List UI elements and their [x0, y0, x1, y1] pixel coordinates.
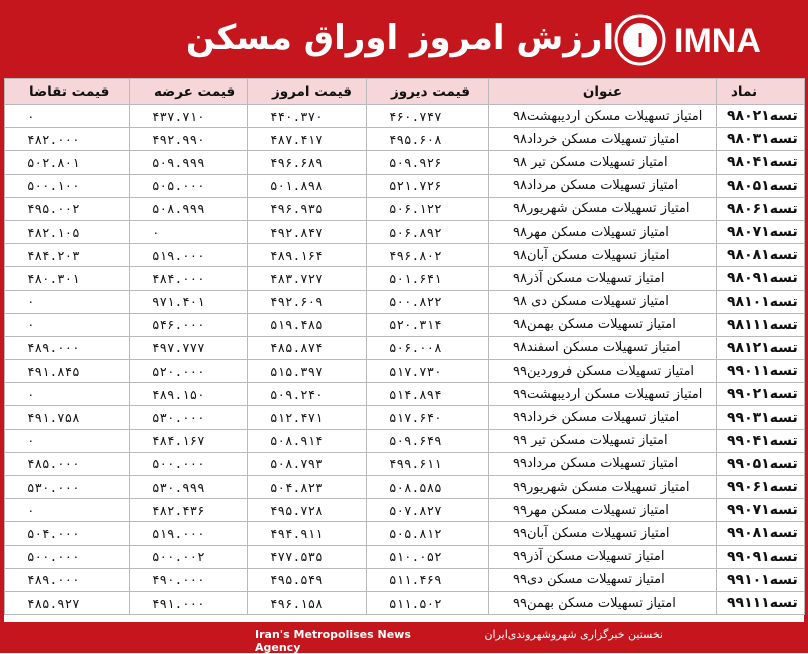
cell-demand-price: ۴۹۱.۸۴۵ [5, 360, 130, 383]
cell-today-price: ۴۸۹.۱۶۴ [248, 244, 367, 267]
cell-symbol: تسه۹۸۰۳۱ [717, 128, 805, 151]
cell-title: امتیاز تسهیلات مسکن دی ۹۸ [489, 290, 717, 313]
cell-yesterday-price: ۵۱۱.۵۰۲ [367, 591, 489, 614]
table-row [5, 452, 805, 475]
cell-offer-price: ۵۰۰.۰۰۲ [130, 545, 248, 568]
cell-offer-price: ۵۳۰.۹۹۹ [130, 476, 248, 499]
cell-yesterday-price: ۵۱۷.۷۳۰ [367, 360, 489, 383]
cell-symbol: تسه۹۸۰۸۱ [717, 244, 805, 267]
svg-text:I: I [637, 30, 643, 52]
cell-demand-price: ۰ [5, 290, 130, 313]
table-row [5, 267, 805, 290]
cell-demand-price: ۴۸۲.۰۰۰ [5, 128, 130, 151]
cell-demand-price: ۴۸۴.۲۰۳ [5, 244, 130, 267]
cell-title: امتیاز تسهیلات مسکن خرداد۹۹ [489, 406, 717, 429]
cell-title: امتیاز تسهیلات مسکن آذر۹۹ [489, 545, 717, 568]
cell-title: امتیاز تسهیلات مسکن شهریور۹۸ [489, 197, 717, 220]
cell-yesterday-price: ۴۹۹.۶۱۱ [367, 452, 489, 475]
footer-bar [0, 622, 808, 653]
cell-symbol: تسه۹۸۰۴۱ [717, 151, 805, 174]
cell-title: امتیاز تسهیلات مسکن بهمن۹۸ [489, 313, 717, 336]
cell-demand-price: ۴۸۰.۳۰۱ [5, 267, 130, 290]
cell-symbol: تسه۹۹۰۶۱ [717, 476, 805, 499]
cell-today-price: ۵۱۹.۴۸۵ [248, 313, 367, 336]
cell-symbol: تسه۹۹۰۵۱ [717, 452, 805, 475]
cell-demand-price: ۵۰۰.۱۰۰ [5, 174, 130, 197]
cell-symbol: تسه۹۸۱۰۱ [717, 290, 805, 313]
cell-yesterday-price: ۴۹۶.۸۰۲ [367, 244, 489, 267]
cell-demand-price: ۴۸۹.۰۰۰ [5, 568, 130, 591]
cell-title: امتیاز تسهیلات مسکن خرداد۹۸ [489, 128, 717, 151]
cell-symbol: تسه۹۹۰۹۱ [717, 545, 805, 568]
cell-today-price: ۴۹۲.۶۰۹ [248, 290, 367, 313]
cell-offer-price: ۹۷۱.۴۰۱ [130, 290, 248, 313]
cell-yesterday-price: ۵۰۱.۶۴۱ [367, 267, 489, 290]
table-row [5, 313, 805, 336]
table-row [5, 244, 805, 267]
cell-title: امتیاز تسهیلات مسکن اسفند۹۸ [489, 336, 717, 359]
cell-demand-price: ۴۸۲.۱۰۵ [5, 220, 130, 243]
table-row [5, 383, 805, 406]
table-row [5, 105, 805, 128]
prices-table-container [4, 78, 804, 622]
cell-today-price: ۵۰۸.۹۱۴ [248, 429, 367, 452]
cell-today-price: ۴۴۰.۳۷۰ [248, 105, 367, 128]
cell-symbol: تسه۹۹۰۷۱ [717, 499, 805, 522]
cell-symbol: تسه۹۹۰۸۱ [717, 522, 805, 545]
cell-offer-price: ۵۰۸.۹۹۹ [130, 197, 248, 220]
cell-yesterday-price: ۵۱۷.۶۴۰ [367, 406, 489, 429]
column-header-demand-price: قیمت تقاضا [5, 79, 130, 105]
cell-title: امتیاز تسهیلات مسکن مرداد۹۸ [489, 174, 717, 197]
cell-symbol: تسه۹۸۰۷۱ [717, 220, 805, 243]
cell-offer-price: ۴۹۰.۰۰۰ [130, 568, 248, 591]
cell-symbol: تسه۹۸۱۲۱ [717, 336, 805, 359]
cell-today-price: ۴۸۵.۸۷۴ [248, 336, 367, 359]
cell-demand-price: ۵۰۰.۰۰۰ [5, 545, 130, 568]
cell-yesterday-price: ۵۱۴.۸۹۴ [367, 383, 489, 406]
cell-title: امتیاز تسهیلات مسکن فروردین۹۹ [489, 360, 717, 383]
cell-title: امتیاز تسهیلات مسکن دی۹۹ [489, 568, 717, 591]
cell-today-price: ۵۰۴.۸۲۳ [248, 476, 367, 499]
cell-symbol: تسه۹۹۰۳۱ [717, 406, 805, 429]
cell-today-price: ۵۰۹.۲۴۰ [248, 383, 367, 406]
cell-offer-price: ۵۱۹.۰۰۰ [130, 244, 248, 267]
cell-symbol: تسه۹۸۰۶۱ [717, 197, 805, 220]
cell-yesterday-price: ۵۰۸.۵۸۵ [367, 476, 489, 499]
cell-offer-price: ۴۳۷.۷۱۰ [130, 105, 248, 128]
cell-offer-price: ۴۸۹.۱۵۰ [130, 383, 248, 406]
prices-table [4, 78, 805, 615]
cell-today-price: ۴۹۲.۸۴۷ [248, 220, 367, 243]
column-header-today-price: قیمت امروز [248, 79, 367, 105]
cell-symbol: تسه۹۸۱۱۱ [717, 313, 805, 336]
imna-logo [614, 14, 792, 66]
cell-yesterday-price: ۵۰۹.۹۲۶ [367, 151, 489, 174]
cell-demand-price: ۰ [5, 429, 130, 452]
cell-demand-price: ۰ [5, 313, 130, 336]
table-row [5, 499, 805, 522]
cell-title: امتیاز تسهیلات مسکن مهر۹۹ [489, 499, 717, 522]
table-row [5, 406, 805, 429]
cell-demand-price: ۰ [5, 499, 130, 522]
table-row [5, 591, 805, 614]
cell-yesterday-price: ۵۰۶.۱۲۲ [367, 197, 489, 220]
cell-offer-price: ۴۹۱.۰۰۰ [130, 591, 248, 614]
cell-demand-price: ۰ [5, 383, 130, 406]
cell-offer-price: ۵۰۹.۹۹۹ [130, 151, 248, 174]
table-row [5, 568, 805, 591]
cell-title: امتیاز تسهیلات مسکن مهر۹۸ [489, 220, 717, 243]
cell-offer-price: ۵۳۰.۰۰۰ [130, 406, 248, 429]
cell-symbol: تسه۹۹۱۰۱ [717, 568, 805, 591]
cell-title: امتیاز تسهیلات مسکن اردیبهشت۹۸ [489, 105, 717, 128]
cell-yesterday-price: ۵۱۰.۰۵۲ [367, 545, 489, 568]
table-row [5, 128, 805, 151]
cell-today-price: ۴۹۵.۵۴۹ [248, 568, 367, 591]
table-row [5, 429, 805, 452]
cell-yesterday-price: ۵۰۶.۸۹۲ [367, 220, 489, 243]
cell-today-price: ۵۱۲.۴۷۱ [248, 406, 367, 429]
cell-today-price: ۴۸۳.۷۲۷ [248, 267, 367, 290]
cell-yesterday-price: ۵۰۷.۸۲۷ [367, 499, 489, 522]
table-header-row [5, 79, 805, 105]
cell-title: امتیاز تسهیلات مسکن شهریور۹۹ [489, 476, 717, 499]
column-header-yesterday-price: قیمت دیروز [367, 79, 489, 105]
footer-agency-persian: نخستین خبرگزاری شهروشهروندی‌ایران [484, 628, 663, 641]
column-header-offer-price: قیمت عرضه [130, 79, 248, 105]
cell-demand-price: ۴۹۱.۷۵۸ [5, 406, 130, 429]
cell-today-price: ۵۰۸.۷۹۳ [248, 452, 367, 475]
cell-yesterday-price: ۵۰۵.۸۱۲ [367, 522, 489, 545]
cell-title: امتیاز تسهیلات مسکن اردیبهشت۹۹ [489, 383, 717, 406]
cell-title: امتیاز تسهیلات مسکن تیر ۹۸ [489, 151, 717, 174]
cell-offer-price: ۴۹۷.۷۷۷ [130, 336, 248, 359]
cell-today-price: ۵۰۱.۸۹۸ [248, 174, 367, 197]
cell-title: امتیاز تسهیلات مسکن مرداد۹۹ [489, 452, 717, 475]
cell-today-price: ۴۸۷.۴۱۷ [248, 128, 367, 151]
cell-demand-price: ۵۰۲.۸۰۱ [5, 151, 130, 174]
table-row [5, 336, 805, 359]
cell-symbol: تسه۹۹۰۲۱ [717, 383, 805, 406]
cell-yesterday-price: ۵۲۰.۳۱۴ [367, 313, 489, 336]
cell-title: امتیاز تسهیلات مسکن آبان۹۸ [489, 244, 717, 267]
cell-yesterday-price: ۵۰۹.۶۴۹ [367, 429, 489, 452]
cell-symbol: تسه۹۹۰۴۱ [717, 429, 805, 452]
table-row [5, 174, 805, 197]
cell-yesterday-price: ۵۰۶.۰۰۸ [367, 336, 489, 359]
cell-offer-price: ۴۹۲.۹۹۰ [130, 128, 248, 151]
cell-yesterday-price: ۵۰۰.۸۲۲ [367, 290, 489, 313]
cell-offer-price: ۵۲۰.۰۰۰ [130, 360, 248, 383]
cell-title: امتیاز تسهیلات مسکن آبان۹۹ [489, 522, 717, 545]
cell-demand-price: ۴۸۵.۰۰۰ [5, 452, 130, 475]
cell-today-price: ۴۹۴.۹۱۱ [248, 522, 367, 545]
cell-demand-price: ۴۸۹.۰۰۰ [5, 336, 130, 359]
cell-demand-price: ۰ [5, 105, 130, 128]
cell-symbol: تسه۹۹۱۱۱ [717, 591, 805, 614]
table-row [5, 151, 805, 174]
cell-offer-price: ۴۸۴.۰۰۰ [130, 267, 248, 290]
cell-offer-price: ۵۱۹.۰۰۰ [130, 522, 248, 545]
table-row [5, 476, 805, 499]
cell-demand-price: ۵۰۴.۰۰۰ [5, 522, 130, 545]
table-row [5, 360, 805, 383]
table-row [5, 545, 805, 568]
cell-yesterday-price: ۵۱۱.۴۶۹ [367, 568, 489, 591]
table-row [5, 220, 805, 243]
cell-today-price: ۴۷۷.۵۳۵ [248, 545, 367, 568]
cell-offer-price: ۴۸۴.۱۶۷ [130, 429, 248, 452]
cell-yesterday-price: ۵۲۱.۷۲۶ [367, 174, 489, 197]
cell-today-price: ۴۹۶.۶۸۹ [248, 151, 367, 174]
footer-agency-english: Iran's Metropolises News Agency [255, 628, 411, 654]
page-title: ارزش امروز اوراق مسکن [185, 18, 615, 58]
cell-title: امتیاز تسهیلات مسکن بهمن۹۹ [489, 591, 717, 614]
table-row [5, 197, 805, 220]
column-header-symbol: نماد [717, 79, 805, 105]
cell-yesterday-price: ۴۹۵.۶۰۸ [367, 128, 489, 151]
cell-today-price: ۴۹۶.۹۳۵ [248, 197, 367, 220]
cell-title: امتیاز تسهیلات مسکن آذر۹۸ [489, 267, 717, 290]
cell-today-price: ۵۱۵.۳۹۷ [248, 360, 367, 383]
cell-yesterday-price: ۴۶۰.۷۴۷ [367, 105, 489, 128]
cell-symbol: تسه۹۸۰۲۱ [717, 105, 805, 128]
cell-demand-price: ۴۹۵.۰۰۲ [5, 197, 130, 220]
cell-demand-price: ۴۸۵.۹۲۷ [5, 591, 130, 614]
cell-symbol: تسه۹۸۰۹۱ [717, 267, 805, 290]
cell-today-price: ۴۹۶.۱۵۸ [248, 591, 367, 614]
cell-offer-price: ۰ [130, 220, 248, 243]
cell-offer-price: ۵۰۰.۰۰۰ [130, 452, 248, 475]
column-header-title: عنوان [489, 79, 717, 105]
cell-today-price: ۴۹۵.۷۲۸ [248, 499, 367, 522]
table-row [5, 522, 805, 545]
logo-text: IMNA [674, 22, 761, 60]
cell-offer-price: ۵۴۶.۰۰۰ [130, 313, 248, 336]
cell-offer-price: ۵۰۵.۰۰۰ [130, 174, 248, 197]
cell-symbol: تسه۹۸۰۵۱ [717, 174, 805, 197]
header-banner [0, 0, 808, 78]
cell-title: امتیاز تسهیلات مسکن تیر ۹۹ [489, 429, 717, 452]
cell-symbol: تسه۹۹۰۱۱ [717, 360, 805, 383]
table-row [5, 290, 805, 313]
cell-offer-price: ۴۸۲.۴۳۶ [130, 499, 248, 522]
cell-demand-price: ۵۳۰.۰۰۰ [5, 476, 130, 499]
